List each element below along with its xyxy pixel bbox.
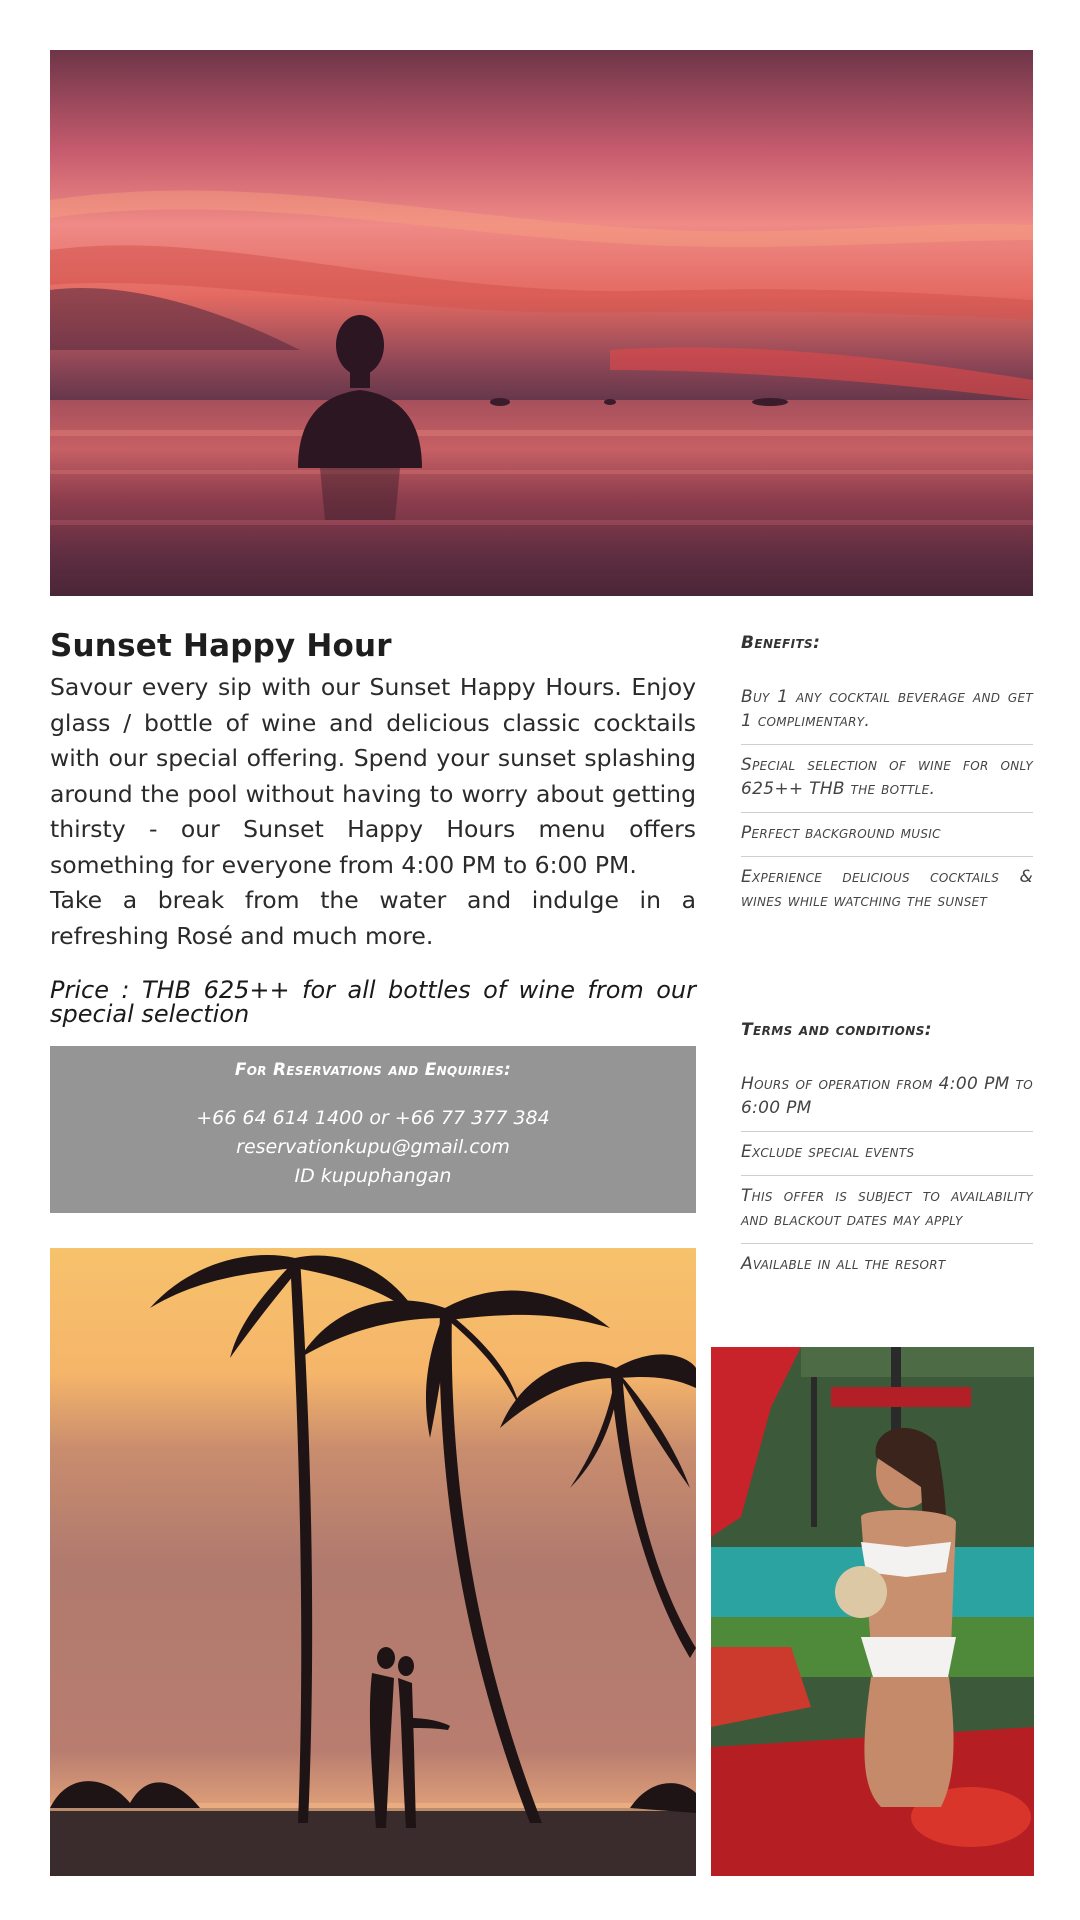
benefits-section (741, 633, 1033, 924)
benefit-item: Buy 1 any cocktail beverage and get 1 complimentary. (741, 677, 1033, 745)
poolside-image (711, 1347, 1034, 1876)
terms-item: Hours of operation from 4:00 PM to 6:00 PM (741, 1064, 1033, 1132)
hero-sunset-image (50, 50, 1033, 596)
reservations-phone[interactable]: +66 64 614 1400 or +66 77 377 384 (196, 1107, 550, 1129)
offer-description (50, 670, 696, 954)
terms-item: This offer is subject to availability and blackout dates may apply (741, 1176, 1033, 1244)
reservations-heading: For Reservations and Enquiries: (234, 1060, 512, 1080)
hero-sunset-photo (50, 50, 1033, 596)
offer-price: Price : THB 625++ for all bottles of wine from our special selection (50, 976, 696, 1028)
benefit-item: Experience delicious cocktails & wines while watching the sunset (741, 867, 1033, 911)
terms-section (741, 1020, 1033, 1287)
benefits-heading: Benefits: (741, 633, 821, 653)
description-paragraph: Take a break from the water and indulge in a refreshing Rosé and much more. (50, 886, 696, 950)
poolside-woman-photo (711, 1347, 1034, 1876)
benefits-list (741, 677, 1033, 924)
palm-trees-image (50, 1248, 696, 1876)
benefit-item: Special selection of wine for only 625++ THB the bottle. (741, 745, 1033, 813)
terms-item: Available in all the resort (741, 1254, 946, 1274)
description-paragraph: Savour every sip with our Sunset Happy Hours. Enjoy glass / bottle of wine and delicious classic cocktails with our special offering. Spend your sunset splashing around the pool without having to worry about getting thirsty - our Sunset Happy Hours menu offers something for everyone from 4:00 PM to 6:00 PM. (50, 673, 696, 879)
reservations-email[interactable]: reservationkupu@gmail.com (236, 1136, 510, 1158)
terms-item: Exclude special events (741, 1132, 1033, 1176)
reservations-line-id: ID kupuphangan (294, 1165, 452, 1187)
palm-trees-couple-photo (50, 1248, 696, 1876)
terms-heading: Terms and conditions: (741, 1020, 932, 1040)
reservations-box (50, 1046, 696, 1213)
terms-list (741, 1064, 1033, 1287)
offer-title: Sunset Happy Hour (50, 628, 392, 664)
benefit-item: Perfect background music (741, 813, 1033, 857)
